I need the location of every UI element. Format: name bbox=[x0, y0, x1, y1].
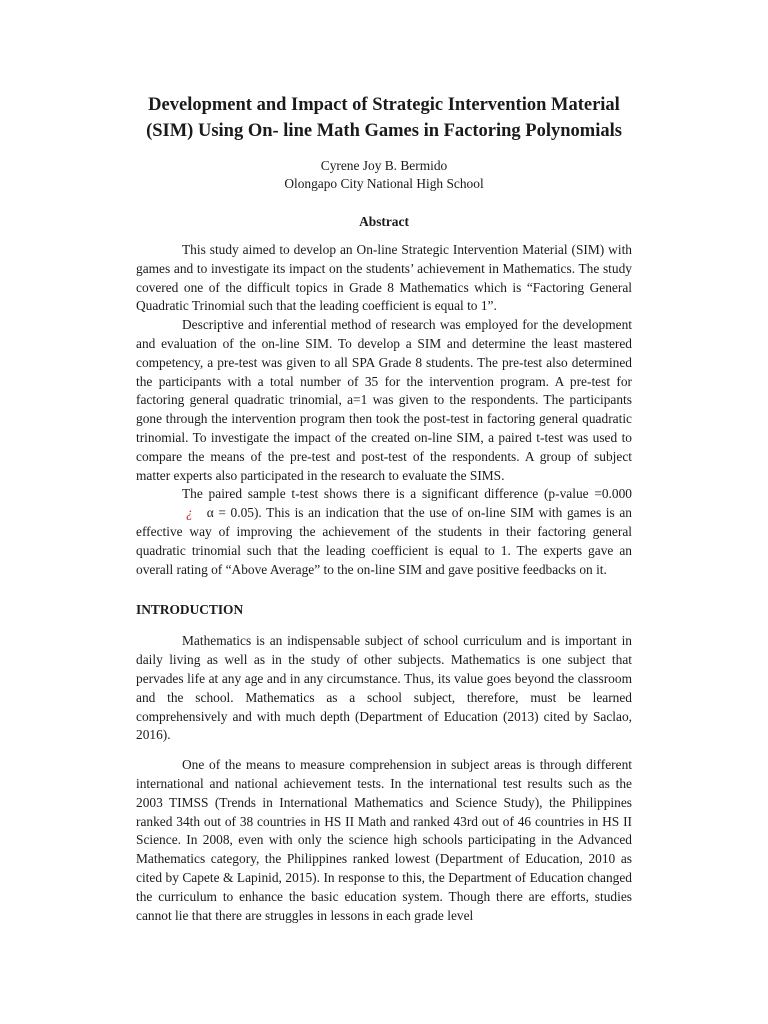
inverted-question-glyph: ¿ bbox=[186, 505, 193, 521]
abstract-results-end: α = 0.05). This is an indication that the use of on-line SIM with games is an effective way of improving the achievement of the students in their factoring general quadratic trinomial such that the leading coefficient is equal to 1. The experts gave an overall rating of “Above Average” to the on-line SIM and gave positive feedbacks on it. bbox=[136, 505, 632, 577]
paper-title: Development and Impact of Strategic Intervention Material (SIM) Using On- line Math Games in Factoring Polynomials bbox=[146, 95, 622, 141]
abstract-body bbox=[136, 241, 632, 579]
abstract-heading: Abstract bbox=[359, 214, 409, 229]
abstract-paragraph-results bbox=[136, 485, 632, 579]
introduction-paragraph: One of the means to measure comprehension in subject areas is through different international and national achievement tests. In the international test results such as the 2003 TIMSS (Trends in International Mathematics and Science Study), the Philippines ranked 34th out of 38 countries in HS II Math and ranked 43rd out of 46 countries in HS II Science. In 2008, even with only the science high schools participating in the Advanced Mathematics category, the Philippines ranked lowest (Department of Education, 2010 as cited by Capete & Lapinid, 2015). In response to this, the Department of Education changed the curriculum to enhance the basic education system. Though there are efforts, studies cannot lie that there are struggles in lessons in each grade level bbox=[136, 757, 632, 923]
author-name: Cyrene Joy B. Bermido bbox=[320, 158, 448, 173]
abstract-paragraph: Descriptive and inferential method of research was employed for the development and evaluation of the on-line SIM. To develop a SIM and determine the least mastered competency, a pre-test was given to all SPA Grade 8 students. The pre-test also determined the participants with a total number of 35 for the intervention program. A pre-test for factoring general quadratic trinomial, a=1 was given to the respondents. The participants gone through the intervention program then took the post-test in factoring general quadratic trinomial. To investigate the impact of the created on-line SIM, a paired t-test was used to compare the means of the pre-test and post-test of the respondents. A group of subject matter experts also participated in the research to evaluate the SIMS. bbox=[136, 317, 632, 483]
introduction-heading: INTRODUCTION bbox=[136, 602, 244, 618]
abstract-paragraph: This study aimed to develop an On-line Strategic Intervention Material (SIM) with games and to investigate its impact on the students’ achievement in Mathematics. The study covered one of the difficult topics in Grade 8 Mathematics which is “Factoring General Quadratic Trinomial such that the leading coefficient is equal to 1”. bbox=[136, 242, 632, 314]
author-affiliation: Olongapo City National High School bbox=[284, 176, 484, 191]
introduction-body bbox=[136, 632, 632, 925]
page-content bbox=[136, 92, 632, 925]
introduction-paragraph: Mathematics is an indispensable subject of school curriculum and is important in daily living as well as in the study of other subjects. Mathematics is one subject that pervades life at any age and in any circumstance. Thus, its value goes beyond the classroom and the school. Mathematics as a school subject, therefore, must be learned comprehensively and with much depth (Department of Education (2013) cited by Saclao, 2016). bbox=[136, 633, 632, 743]
abstract-results-start: The paired sample t-test shows there is a significant difference (p-value =0.000 bbox=[182, 486, 632, 502]
